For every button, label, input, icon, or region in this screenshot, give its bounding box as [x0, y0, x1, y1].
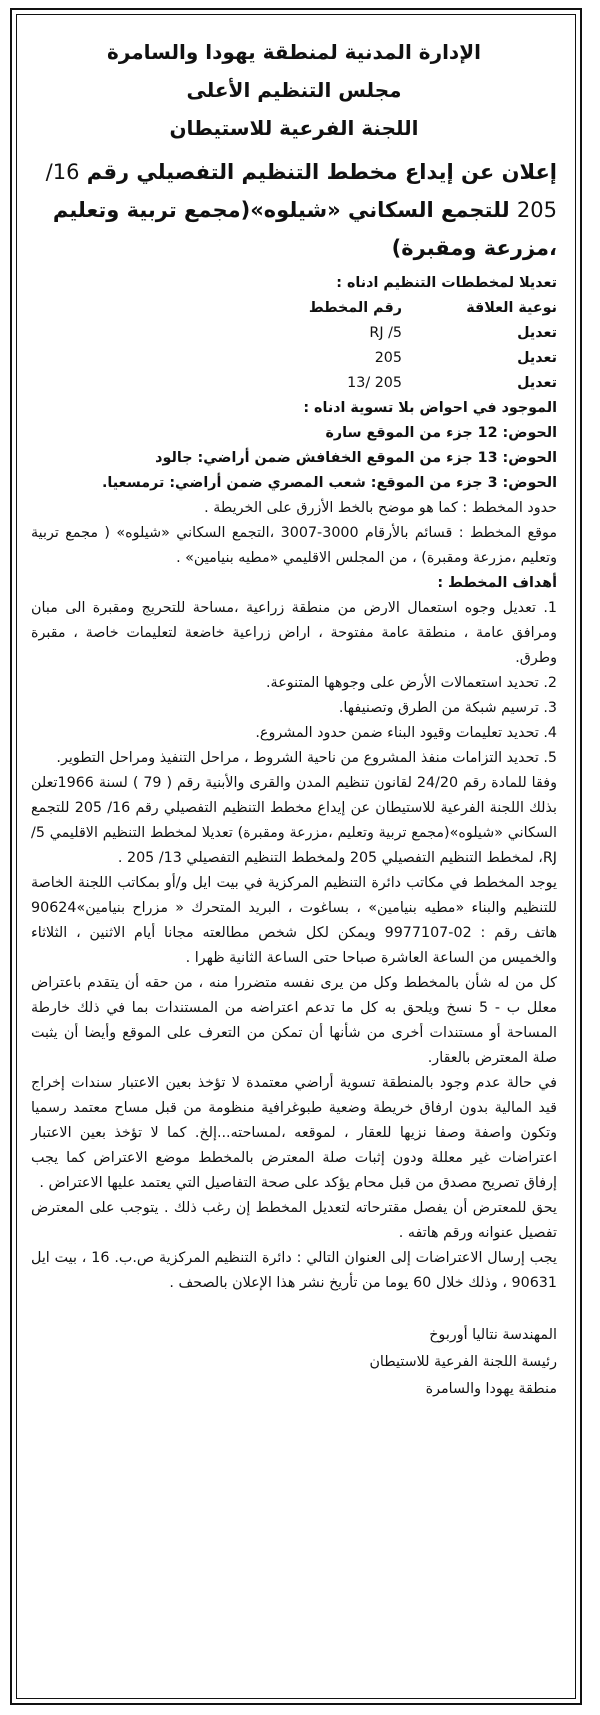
parcel-line: الحوض: 12 جزء من الموقع سارة [325, 425, 557, 441]
col-plan-number: رقم المخطط [308, 300, 402, 316]
relation-type: تعديل [517, 325, 557, 341]
header-administration: الإدارة المدنية لمنطقة يهودا والسامرة [107, 40, 481, 64]
plan-location: موقع المخطط : قسائم بالأرقام 3000-3007 ،التجمع السكاني «شيلوه» ( مجمع تربية وتعليم ،مزرعة ومقبرة) ، من المجلس الاقليمي «مطيه بنيامين» . [31, 525, 557, 566]
land-settlement-paragraph: في حالة عدم وجود بالمنطقة تسوية أراضي معتمدة لا تؤخذ بعين الاعتبار سندات إخراج قيد المالية بدون ارفاق خريطة وضعية طبوغرافية منظومة من قبل مساح معتمد رسميا وتكون واصفة وصفا نزيها للعقار ، لموقعه ،لمساحته...إلخ. كما لا تؤخذ بعين الاعتبار اعتراضات غير معللة ودون إثبات صلة المعترض بالمخطط موضع الاعتراض كما يجب إرفاق تصريح مصدق من قبل محام يؤكد على صحة التفاصيل التي يعتمد عليها الاعتراض . [31, 1075, 557, 1191]
plan-availability-paragraph: يوجد المخطط في مكاتب دائرة التنظيم المركزية في بيت ايل و/أو بمكاتب اللجنة الخاصة للتنظيم والبناء «مطيه بنيامين» ، بساغوت ، البريد المتحرك « مزراح بنيامين»90624 هاتف رقم : 02-9977107 ويمكن لكل شخص مطالعته مجانا أيام الاثنين ، الثلاثاء والخميس من الساعة العاشرة صباحا حتى الساعة الثانية ظهرا . [31, 875, 557, 966]
parcel-line: الحوض: 3 جزء من الموقع: شعب المصري ضمن أراضي: ترمسعيا. [102, 475, 557, 491]
col-relation-type: نوعية العلاقة [466, 300, 557, 316]
table-row [31, 346, 557, 371]
title-line-3: ،مزرعة ومقبرة) [391, 236, 557, 260]
goal-item: 2. تحديد استعمالات الأرض على وجوهها المتنوعة. [266, 675, 557, 691]
table-row [31, 321, 557, 346]
signatory-region: منطقة يهودا والسامرة [425, 1381, 557, 1397]
signatory-role: رئيسة اللجنة الفرعية للاستيطان [369, 1354, 557, 1370]
goal-item: 3. ترسيم شبكة من الطرق وتصنيفها. [338, 700, 557, 716]
title-line-2: للتجمع السكاني «شيلوه»(مجمع تربية وتعليم [52, 198, 510, 222]
goal-item: 1. تعديل وجوه استعمال الارض من منطقة زراعية ،مساحة للتحريج ومقبرة الى مبان ومرافق عامة ، منطقة عامة مفتوحة ، اراض زراعية خاضعة لتعليمات خاصة ، مقبرة وطرق. [31, 600, 557, 666]
plan-number: RJ /5 [369, 325, 402, 341]
relation-type: تعديل [517, 375, 557, 391]
title-line-1: إعلان عن إيداع مخطط التنظيم التفصيلي رقم [86, 160, 557, 184]
relation-table-header [31, 296, 557, 321]
relation-table [31, 296, 557, 396]
table-row [31, 371, 557, 396]
plan-borders: حدود المخطط : كما هو موضح بالخط الأزرق على الخريطة . [204, 500, 557, 516]
submission-address-paragraph: يجب إرسال الاعتراضات إلى العنوان التالي : دائرة التنظيم المركزية ص.ب. 16 ، بيت ايل 90631 ، وذلك خلال 60 يوما من تأريخ نشر هذا الإعلان بالصحف . [31, 1250, 557, 1291]
goal-item: 5. تحديد التزامات منفذ المشروع من ناحية الشروط ، مراحل التنفيذ ومراحل التطوير. [56, 750, 557, 766]
signatory-name: المهندسة نتاليا أوربوخ [429, 1327, 557, 1343]
header-committee: اللجنة الفرعية للاستيطان [169, 116, 419, 140]
title-plan-number-b: 205 [516, 198, 557, 222]
plan-number: 205 /13 [347, 375, 402, 391]
parcels-intro: الموجود في احواض بلا تسوية ادناه : [303, 400, 557, 416]
signature-block [31, 1322, 557, 1403]
notice-frame [10, 8, 582, 1705]
goals-title: أهداف المخطط : [437, 575, 557, 591]
plan-number: 205 [374, 350, 402, 366]
parcel-line: الحوض: 13 جزء من الموقع الخفافش ضمن أراضي: جالود [155, 450, 557, 466]
law-paragraph: وفقا للمادة رقم 24/20 لقانون تنظيم المدن والقرى والأبنية رقم ( 79 ) لسنة 1966تعلن بذلك اللجنة الفرعية للاستيطان عن إيداع مخطط التنظيم التفصيلي رقم 16/ 205 للتجمع السكاني «شيلوه»(مجمع تربية وتعليم ،مزرعة ومقبرة) تعديلا لمخطط التنظيم الاقليمي 5/ RJ، لمخطط التنظيم التفصيلي 205 ولمخطط التنظيم التفصيلي 13/ 205 . [31, 775, 558, 866]
title-plan-number-a: 16/ [45, 160, 80, 184]
header-council: مجلس التنظيم الأعلى [186, 78, 402, 102]
goal-item: 4. تحديد تعليمات وقيود البناء ضمن حدود المشروع. [255, 725, 557, 741]
objection-paragraph: كل من له شأن بالمخطط وكل من يرى نفسه متضررا منه ، من حقه أن يتقدم باعتراض معلل ب - 5 نسخ ويلحق به كل ما تدعم اعتراضه من المستندات بما في ذلك خارطة المساحة أو مستندات أخرى من شأنها أن تمكن من التعرف على الموقع وأيضا أن يثبت صلة المعترض بالعقار. [31, 975, 557, 1066]
amendment-intro: تعديلا لمخططات التنظيم ادناه : [336, 275, 557, 291]
notice-title [31, 153, 557, 267]
notice-content [16, 14, 576, 1699]
relation-type: تعديل [517, 350, 557, 366]
objector-rights-paragraph: يحق للمعترض أن يفصل مقترحاته لتعديل المخطط إن رغب ذلك . يتوجب على المعترض تفصيل عنوانه ورقم هاتفه . [31, 1200, 557, 1241]
